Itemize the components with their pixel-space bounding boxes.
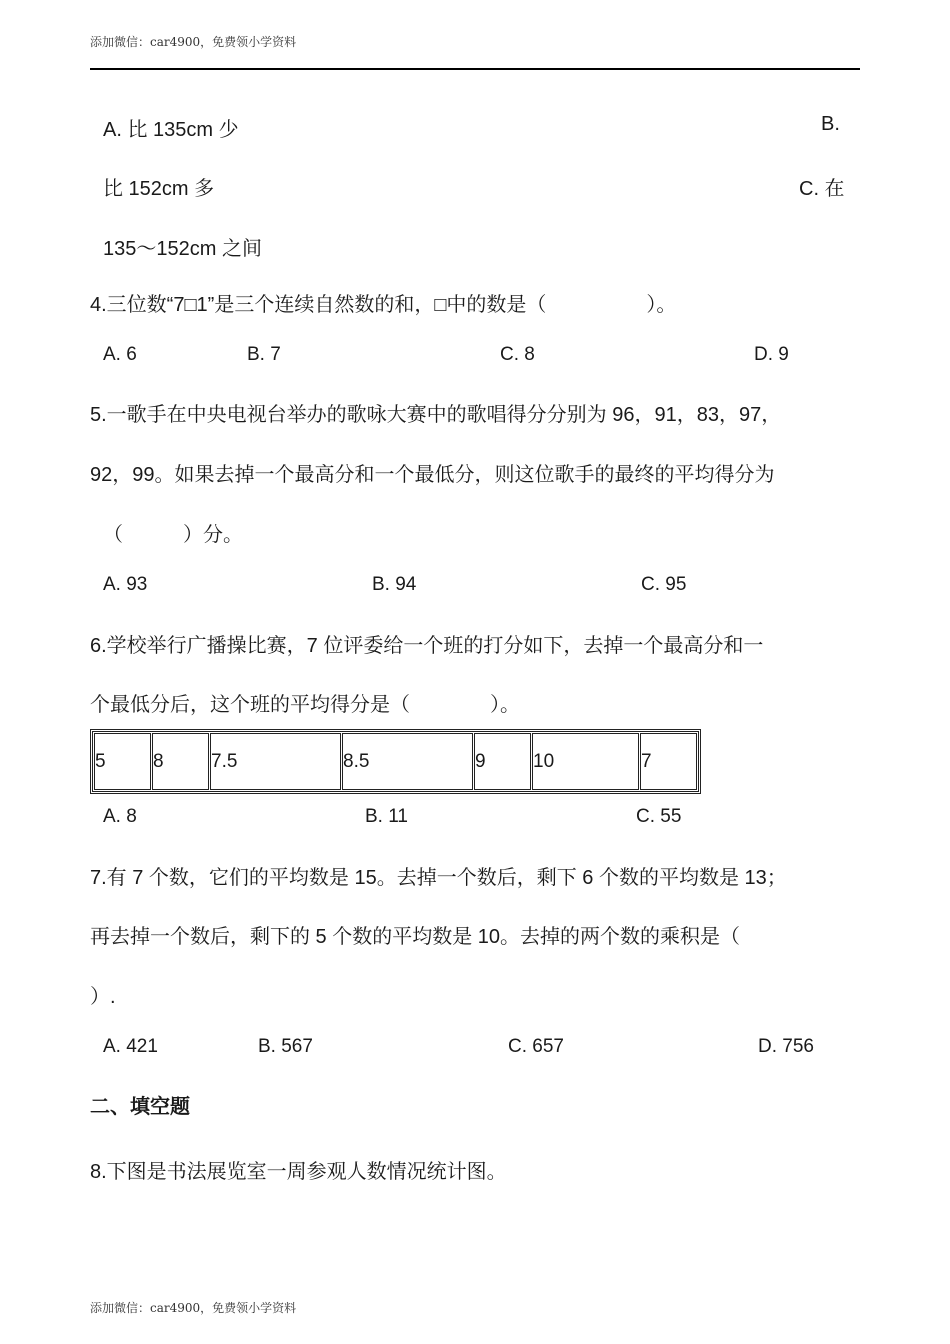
q4-option-a: A. 6 [103, 344, 137, 365]
q5-stem-line3: （ ）分。 [103, 524, 243, 546]
score-table [90, 729, 701, 794]
q5-option-c: C. 95 [641, 574, 687, 595]
q7-option-a: A. 421 [103, 1036, 158, 1057]
q7-option-b: B. 567 [258, 1036, 313, 1057]
score-cell-3: 7.5 [210, 733, 341, 790]
table-row [94, 733, 697, 790]
q3-option-b-text: 比 152cm 多 [103, 178, 215, 200]
header-divider [90, 68, 860, 70]
q5-option-b: B. 94 [372, 574, 417, 595]
q6-option-a: A. 8 [103, 806, 137, 827]
header-note: 添加微信：car4900，免费领小学资料 [90, 35, 297, 49]
q6-option-b: B. 11 [365, 806, 408, 827]
section-title: 二、填空题 [90, 1096, 190, 1118]
footer-note: 添加微信：car4900，免费领小学资料 [90, 1301, 297, 1315]
q5-stem-line1: 5.一歌手在中央电视台举办的歌咏大赛中的歌唱得分分别为 96，91，83，97， [90, 404, 782, 426]
q5-stem-line2: 92，99。如果去掉一个最高分和一个最低分，则这位歌手的最终的平均得分为 [90, 464, 775, 486]
q8-stem: 8.下图是书法展览室一周参观人数情况统计图。 [90, 1161, 507, 1183]
score-cell-7: 7 [640, 733, 697, 790]
score-cell-1: 5 [94, 733, 151, 790]
score-cell-2: 8 [152, 733, 209, 790]
q4-option-b: B. 7 [247, 344, 281, 365]
q3-option-c-text: 135～152cm 之间 [103, 238, 262, 260]
q4-option-c: C. 8 [500, 344, 535, 365]
q4-stem: 4.三位数“7□1”是三个连续自然数的和，□中的数是（ ）。 [90, 294, 677, 316]
q7-stem-line1: 7.有 7 个数，它们的平均数是 15。去掉一个数后，剩下 6 个数的平均数是 13； [90, 867, 787, 889]
q7-option-d: D. 756 [758, 1036, 814, 1057]
score-cell-6: 10 [532, 733, 639, 790]
score-cell-5: 9 [474, 733, 531, 790]
q7-stem-line2: 再去掉一个数后，剩下的 5 个数的平均数是 10。去掉的两个数的乘积是（ [90, 926, 741, 948]
q5-option-a: A. 93 [103, 574, 148, 595]
q7-stem-line3: ）. [90, 986, 116, 1008]
q6-option-c: C. 55 [636, 806, 682, 827]
q6-stem-line2: 个最低分后，这个班的平均得分是（ ）。 [90, 694, 520, 716]
q3-option-a: A. 比 135cm 少 [103, 119, 239, 141]
q7-option-c: C. 657 [508, 1036, 564, 1057]
q3-option-b: B. [821, 113, 840, 135]
q6-stem-line1: 6.学校举行广播操比赛，7 位评委给一个班的打分如下，去掉一个最高分和一 [90, 635, 764, 657]
score-cell-4: 8.5 [342, 733, 473, 790]
q4-option-d: D. 9 [754, 344, 789, 365]
q3-option-c: C. 在 [799, 178, 845, 200]
